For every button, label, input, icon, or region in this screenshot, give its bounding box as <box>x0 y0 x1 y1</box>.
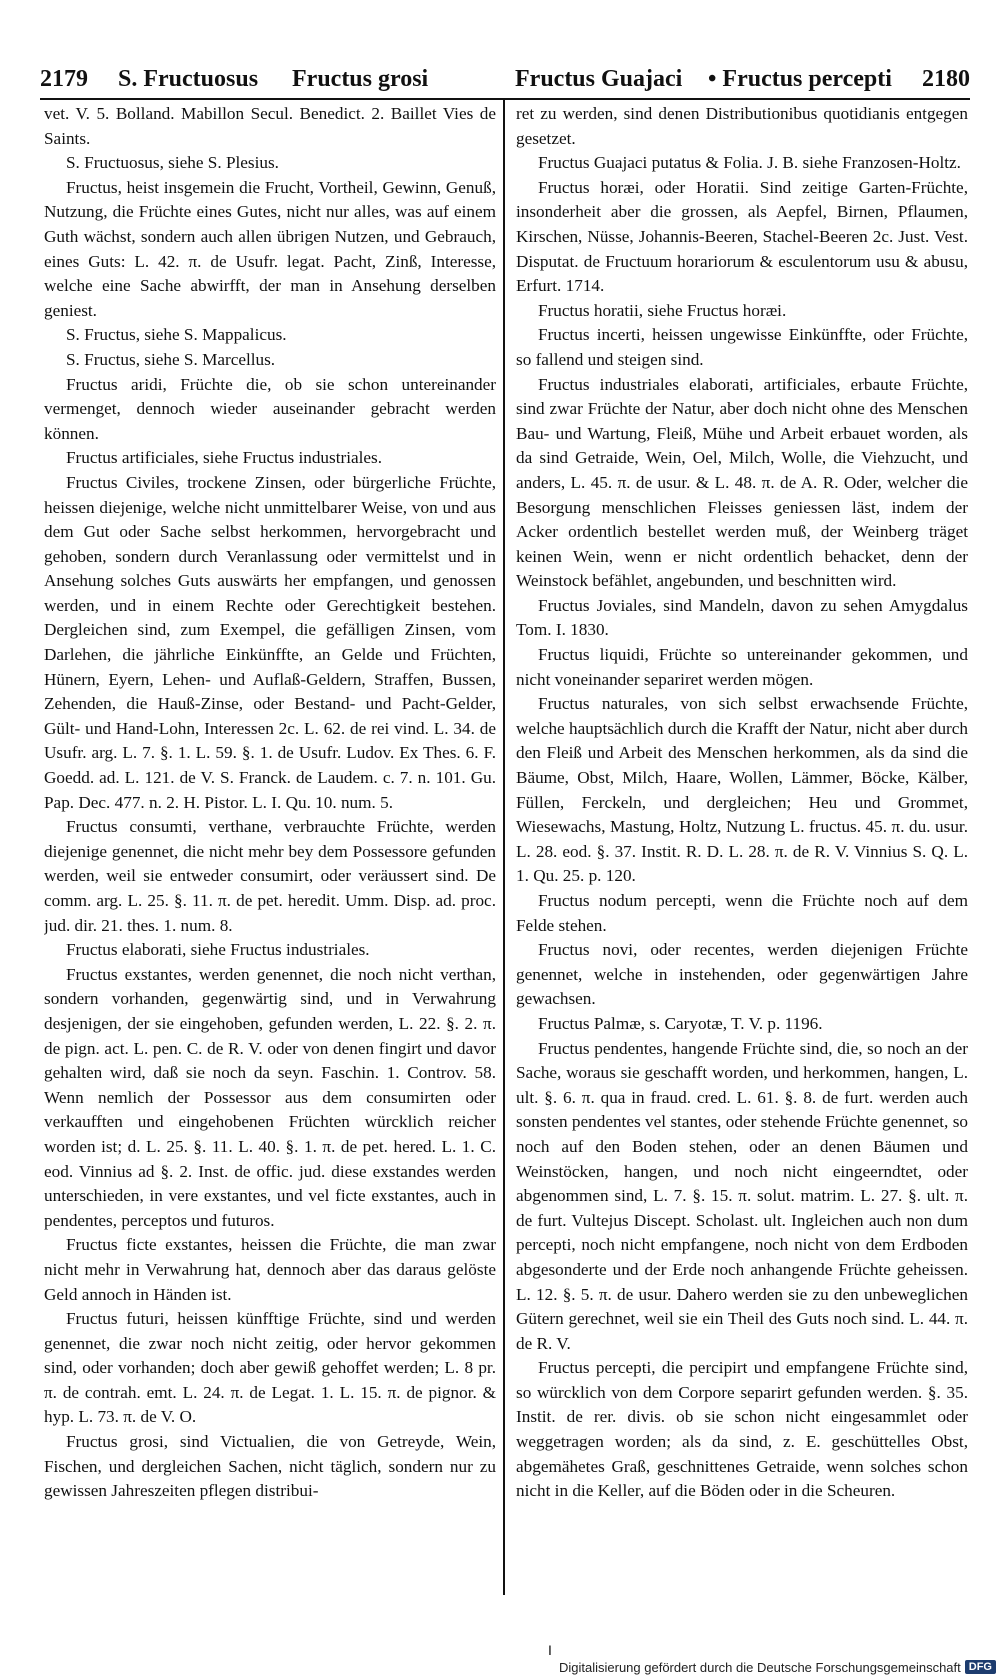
running-header <box>40 62 970 100</box>
dictionary-entry: S. Fructus, siehe S. Mappalicus. <box>66 325 287 345</box>
dictionary-entry: S. Fructuosus, siehe S. Plesius. <box>66 153 279 173</box>
dictionary-entry: Fructus Civiles, trockene Zinsen, oder bürgerliche Früchte, heissen diejenige, welche nicht unmittelbarer Weise, von und aus dem Gut oder Sache selbst herkommen, hervorgebracht und gehoben, sondern durch Veranlassung oder vermittelst und in Ansehung solches Guts auswärts her empfangen, und genossen werden, und in einem Rechte oder Gerechtigkeit bestehen. Dergleichen sind, zum Exempel, die gefälligen Zinsen, vom Darlehen, die jährliche Einkünffte, an Gelde und Früchten, Hünern, Eyern, Lehen- und Auflaß-Geldern, Straffen, Bussen, Zehenden, die Hauß-Zinse, oder Bestand- und Pacht-Gelder, Gült- und Hand-Lohn, Interessen 2c. L. 62. de rei vind. L. 34. de Usufr. arg. L. 7. §. 1. L. 59. §. 1. de Usufr. Ludov. Ex Thes. 6. F. Goedd. ad. L. 121. de V. S. Franck. de Laudem. c. 7. n. 101. Gu. Pap. Dec. 477. n. 2. H. Pistor. L. I. Qu. 10. num. 5. <box>44 472 496 812</box>
page-number-right: 2180 <box>922 66 970 92</box>
dictionary-entry: Fructus liquidi, Früchte so untereinander gekommen, und nicht voneinander separiret werden mögen. <box>516 645 968 689</box>
dictionary-entry: Fructus aridi, Früchte die, ob sie schon untereinander vermenget, dennoch wieder auseinander gebracht werden können. <box>44 374 496 443</box>
dictionary-entry: Fructus Palmæ, s. Caryotæ, T. V. p. 1196. <box>538 1013 823 1033</box>
signature-mark: I <box>548 1642 552 1658</box>
dictionary-entry: Fructus futuri, heissen künfftige Früchte, sind und werden genennet, die zwar noch nicht zeitig, oder hervor gekommen sind, oder vorhanden; doch aber gewiß gehoffet werden; L. 8 pr. π. de contrah. emt. L. 24. π. de Legat. 1. L. 15. π. de pignor. & hyp. L. 73. π. de V. O. <box>44 1309 496 1427</box>
page-number-left: 2179 <box>40 66 88 92</box>
dictionary-entry: Fructus horæi, oder Horatii. Sind zeitige Garten-Früchte, insonderheit aber die grossen, als Aepfel, Birnen, Pflaumen, Kirschen, Nüsse, Johannis-Beeren, Stachel-Beeren 2c. Just. Vest. Disputat. de Fructuum horariorum & esculentorum usu & abusu, Erfurt. 1714. <box>516 177 968 296</box>
dictionary-entry: Fructus ficte exstantes, heissen die Früchte, die man zwar nicht mehr in Verwahrung hat, dennoch aber das daraus gelöste Geld annoch in Händen ist. <box>44 1235 496 1304</box>
dictionary-entry: Fructus Joviales, sind Mandeln, davon zu sehen Amygdalus Tom. I. 1830. <box>516 595 968 640</box>
dictionary-entry: vet. V. 5. Bolland. Mabillon Secul. Benedict. 2. Baillet Vies de Saints. <box>44 104 496 148</box>
header-keyword-3: Fructus Guajaci <box>515 66 683 92</box>
dictionary-entry: Fructus, heist insgemein die Frucht, Vortheil, Gewinn, Genuß, Nutzung, die Früchte eines Gutes, nicht nur alles, was auf einem Guth wächst, sondern auch allen übrigen Nutzen, und Gebrauch, eines Guts: L. 42. π. de Usufr. legat. Pacht, Zinß, Interesse, welche eine Sache abwirfft, der man in Ansehung derselben geniest. <box>44 177 496 320</box>
header-keyword-4: • Fructus percepti <box>708 66 892 92</box>
header-keyword-2: Fructus grosi <box>292 66 429 92</box>
left-column <box>44 102 496 1597</box>
dictionary-entry: Fructus percepti, die percipirt und empfangene Früchte sind, so würcklich von dem Corpore separirt gefunden werden. §. 35. Instit. de rer. divis. ob sie schon nicht eingesammlet oder weggetragen worden; als da sind, z. E. geschüttelles Obst, abgemähetes Graß, geschnittenes Getraide, wenn solches schon nicht in die Keller, auf die Böden oder in die Scheuren. <box>516 1358 968 1501</box>
dictionary-entry: ret zu werden, sind denen Distributionibus quotidianis entgegen gesetzet. <box>516 104 968 148</box>
dictionary-entry: Fructus naturales, von sich selbst erwachsende Früchte, welche hauptsächlich durch die Krafft der Natur, nicht aber durch den Fleiß und Arbeit des Menschen herkommen, als da sind die Bäume, Obst, Milch, Haare, Wollen, Lämmer, Böcke, Kälber, Füllen, Ferckeln, und dergleichen; Heu und Grommet, Wiesewachs, Mastung, Holtz, Nutzung L. fructus. 45. π. du. usur. L. 28. eod. §. 37. Instit. R. D. L. 28. π. de R. V. Vinnius S. Q. L. 1. Qu. 25. p. 120. <box>516 694 968 886</box>
dictionary-entry: Fructus exstantes, werden genennet, die noch nicht verthan, sondern vorhanden, gegenwärtig sind, und in Verwahrung desjenigen, der sie eingehoben, gefunden werden, L. 22. §. 2. π. de pign. act. L. pen. C. de R. V. oder von denen fingirt und davor gehalten wird, daß sie noch da seyn. Faschin. 1. Controv. 58. Wenn nemlich der Possessor aus dem consumirten oder verkaufften und eingehobenen Früchten würcklich reicher worden ist; d. L. 25. §. 11. L. 40. §. 1. π. de pet. hered. L. 1. C. eod. Vinnius ad §. 2. Inst. de offic. jud. diese exstandes werden unterschieden, in vere exstantes, und vel ficte exstantes, auch in pendentes, perceptos und futuros. <box>44 964 496 1230</box>
dictionary-entry: Fructus novi, oder recentes, werden diejenigen Früchte genennet, welche in instehenden, oder gegenwärtigen Jahre gewachsen. <box>516 940 968 1009</box>
header-keyword-1: S. Fructuosus <box>118 66 259 92</box>
dictionary-entry: Fructus artificiales, siehe Fructus industriales. <box>66 448 382 468</box>
digitization-footer <box>559 1656 996 1678</box>
dictionary-entry: Fructus elaborati, siehe Fructus industriales. <box>66 940 370 960</box>
footer-text: Digitalisierung gefördert durch die Deutsche Forschungsgemeinschaft <box>558 1659 961 1675</box>
dictionary-entry: Fructus grosi, sind Victualien, die von Getreyde, Wein, Fischen, und dergleichen Sachen, nicht täglich, sondern nur zu gewissen Jahreszeiten pflegen distribui- <box>44 1432 496 1501</box>
dictionary-entry: S. Fructus, siehe S. Marcellus. <box>66 349 276 369</box>
dfg-logo: DFG <box>965 1660 996 1674</box>
right-column <box>516 102 968 1597</box>
column-divider <box>503 100 505 1595</box>
dictionary-entry: Fructus nodum percepti, wenn die Früchte noch auf dem Felde stehen. <box>516 891 968 935</box>
dictionary-entry: Fructus consumti, verthane, verbrauchte Früchte, werden diejenige genennet, die nicht mehr bey dem Possessore gefunden werden, weil sie entweder consumirt, oder veräussert sind. De comm. arg. L. 25. §. 11. π. de pet. heredit. Umm. Disp. ad. proc. jud. dir. 21. thes. 1. num. 8. <box>44 817 496 935</box>
dictionary-entry: Fructus pendentes, hangende Früchte sind, die, so noch an der Sache, woraus sie geschafft worden, und herkommen, hangen, L. ult. §. 6. π. qua in fraud. cred. L. 61. §. 8. de furt. werden auch sonsten pendentes vel stantes, oder stehende Früchte genennet, so noch auf den Boden stehen, oder an denen Bäumen und Weinstöcken, hangen, und noch nicht eingeerndtet, oder abgenommen sind, L. 7. §. 15. π. solut. matrim. L. 27. §. ult. π. de furt. Vultejus Discept. Scholast. ult. Ingleichen auch non dum percepti, noch nicht empfangene, noch nicht von dem Erdboden abgesonderte und der Erde noch anhangende Früchte geheissen. L. 12. §. 5. π. de usur. Dahero werden sie zu den unbeweglichen Gütern gerechnet, weil sie ein Theil des Guts noch sind. L. 44. π. de R. V. <box>516 1038 968 1353</box>
dictionary-entry: Fructus industriales elaborati, artificiales, erbaute Früchte, sind zwar Früchte der Natur, aber doch nicht ohne des Menschen Bau- und Wartung, Fleiß, Mühe und Arbeit erbauet worden, als da sind Getraide, Wein, Oel, Milch, Wolle, die Viehzucht, und anders, L. 45. π. de usur. & L. 48. π. de A. R. Oder, welcher die Besorgung menschlichen Fleisses geniessen läst, indem der Acker ordentlich bestellet werden muß, der Weinberg träget keinen Wein, wenn er nicht ordentlich behacket, denn der Weinstock befählet, angebunden, und beschnitten wird. <box>516 374 968 591</box>
dictionary-entry: Fructus incerti, heissen ungewisse Einkünffte, oder Früchte, so fallend und steigen sind. <box>516 325 968 369</box>
dictionary-entry: Fructus Guajaci putatus & Folia. J. B. siehe Franzosen-Holtz. <box>538 153 961 173</box>
dictionary-entry: Fructus horatii, siehe Fructus horæi. <box>538 300 787 320</box>
